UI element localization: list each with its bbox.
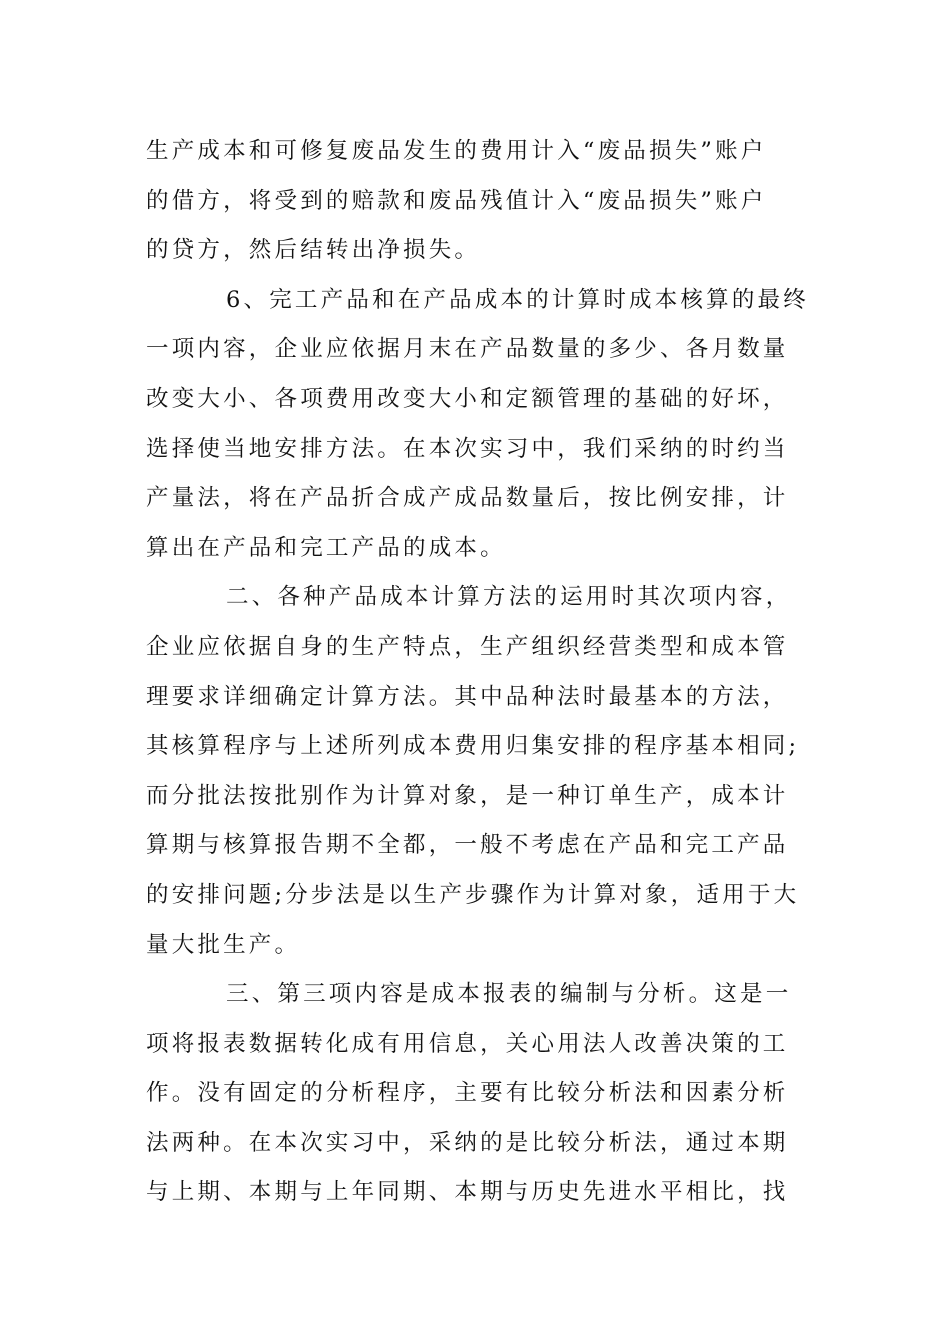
text-line: 改变大小、各项费用改变大小和定额管理的基础的好坏，: [146, 385, 789, 412]
text-line: 算期与核算报告期不全都，一般不考虑在产品和完工产品: [146, 832, 789, 859]
paragraph-start-line: 三、第三项内容是成本报表的编制与分析。这是一: [226, 981, 792, 1008]
text-line: 法两种。在本次实习中，采纳的是比较分析法，通过本期: [146, 1129, 789, 1156]
text-line: 其核算程序与上述所列成本费用归集安排的程序基本相同;: [146, 733, 800, 760]
text-line: 项将报表数据转化成有用信息，关心用法人改善决策的工: [146, 1030, 789, 1057]
text-line: 的借方，将受到的赔款和废品残值计入“废品损失”账户: [146, 187, 767, 214]
text-line: 生产成本和可修复废品发生的费用计入“废品损失”账户: [146, 138, 767, 164]
text-line: 的贷方，然后结转出净损失。: [146, 237, 481, 264]
text-line: 企业应依据自身的生产特点，生产组织经营类型和成本管: [146, 633, 789, 660]
paragraph-start-line: 二、各种产品成本计算方法的运用时其次项内容，: [226, 584, 792, 611]
text-line: 产量法，将在产品折合成产成品数量后，按比例安排，计: [146, 485, 789, 512]
text-line: 一项内容，企业应依据月末在产品数量的多少、各月数量: [146, 336, 789, 363]
text-line: 量大批生产。: [146, 931, 301, 958]
text-line: 理要求详细确定计算方法。其中品种法时最基本的方法，: [146, 683, 789, 710]
paragraph-start-line: 6、完工产品和在产品成本的计算时成本核算的最终: [226, 286, 809, 313]
text-line: 作。没有固定的分析程序，主要有比较分析法和因素分析: [146, 1080, 789, 1107]
text-line: 而分批法按批别作为计算对象，是一种订单生产，成本计: [146, 782, 789, 809]
text-line: 与上期、本期与上年同期、本期与历史先进水平相比，找: [146, 1179, 789, 1206]
text-line: 的安排问题;分步法是以生产步骤作为计算对象，适用于大: [146, 881, 800, 908]
text-line: 算出在产品和完工产品的成本。: [146, 534, 506, 561]
text-line: 选择使当地安排方法。在本次实习中，我们采纳的时约当: [146, 435, 789, 462]
body-text: [146, 127, 809, 1218]
